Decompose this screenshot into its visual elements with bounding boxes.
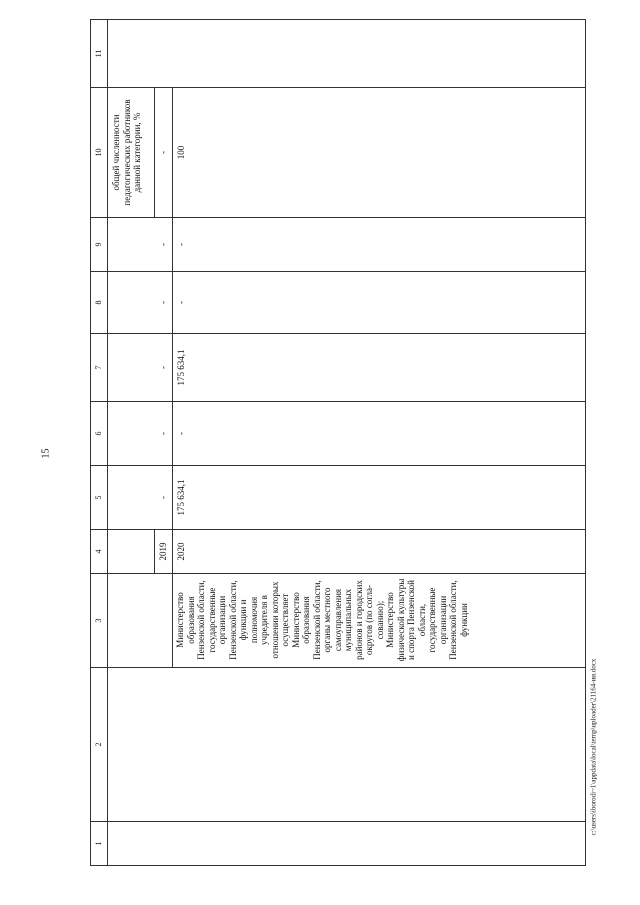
value-cell-2019: - <box>157 432 168 435</box>
col-number: 5 <box>91 466 108 530</box>
table-cell <box>108 20 586 88</box>
value-cell: 100 <box>173 88 586 218</box>
responsible-executors-cell: Министерство образования Пензенской области, государственные организации Пензенской области, функции и полномочия учредителя в отношении которых осуществляет Министерство образования Пензенской области, органы местного самоуправления муниципальных районов и городских округов (по согла- сованию); Министерство физической культуры и спорта Пензенской области, государственные организации Пензенской области, функции <box>173 574 586 668</box>
header-continuation-row <box>108 20 155 866</box>
col-number: 8 <box>91 272 108 334</box>
table-cell <box>108 668 586 822</box>
col-number: 9 <box>91 218 108 272</box>
footer-file-path-text: c:\users\iborodi~1\appdata\local\temp\uploader\21164-ии.docx <box>589 658 597 836</box>
table-cell <box>108 402 173 466</box>
value-cell: - <box>173 402 586 466</box>
value-cell-2019: - <box>157 366 168 369</box>
col-number: 10 <box>91 88 108 218</box>
page-number-text: 15 <box>40 448 52 458</box>
table-cell <box>108 574 173 668</box>
year-cell: 2019 <box>155 530 173 574</box>
value-cell: - <box>173 272 586 334</box>
col-number: 11 <box>91 20 108 88</box>
col-number: 3 <box>91 574 108 668</box>
value-cell: - <box>155 88 173 218</box>
value-cell: - <box>173 218 586 272</box>
data-table <box>90 19 586 866</box>
col-number: 1 <box>91 822 108 866</box>
table-cell <box>108 530 155 574</box>
col-number: 7 <box>91 334 108 402</box>
rotated-table-container <box>90 20 586 866</box>
footer-file-path <box>586 620 600 874</box>
table-cell <box>108 334 173 402</box>
table-cell <box>108 822 586 866</box>
value-cell-2019: - <box>157 243 168 246</box>
value-cell: 175 634,1 <box>173 466 586 530</box>
col-number: 6 <box>91 402 108 466</box>
table-cell <box>108 466 173 530</box>
page-number <box>40 443 52 463</box>
value-cell-2019: - <box>157 496 168 499</box>
value-cell: 175 634,1 <box>173 334 586 402</box>
column-number-row <box>91 20 108 866</box>
col-number: 4 <box>91 530 108 574</box>
value-cell-2019: - <box>157 301 168 304</box>
header-cell-10: общей численности педагогических работников данной категории, % <box>108 88 155 218</box>
col-number: 2 <box>91 668 108 822</box>
table-cell <box>108 272 173 334</box>
table-cell <box>108 218 173 272</box>
year-cell: 2020 <box>173 530 586 574</box>
